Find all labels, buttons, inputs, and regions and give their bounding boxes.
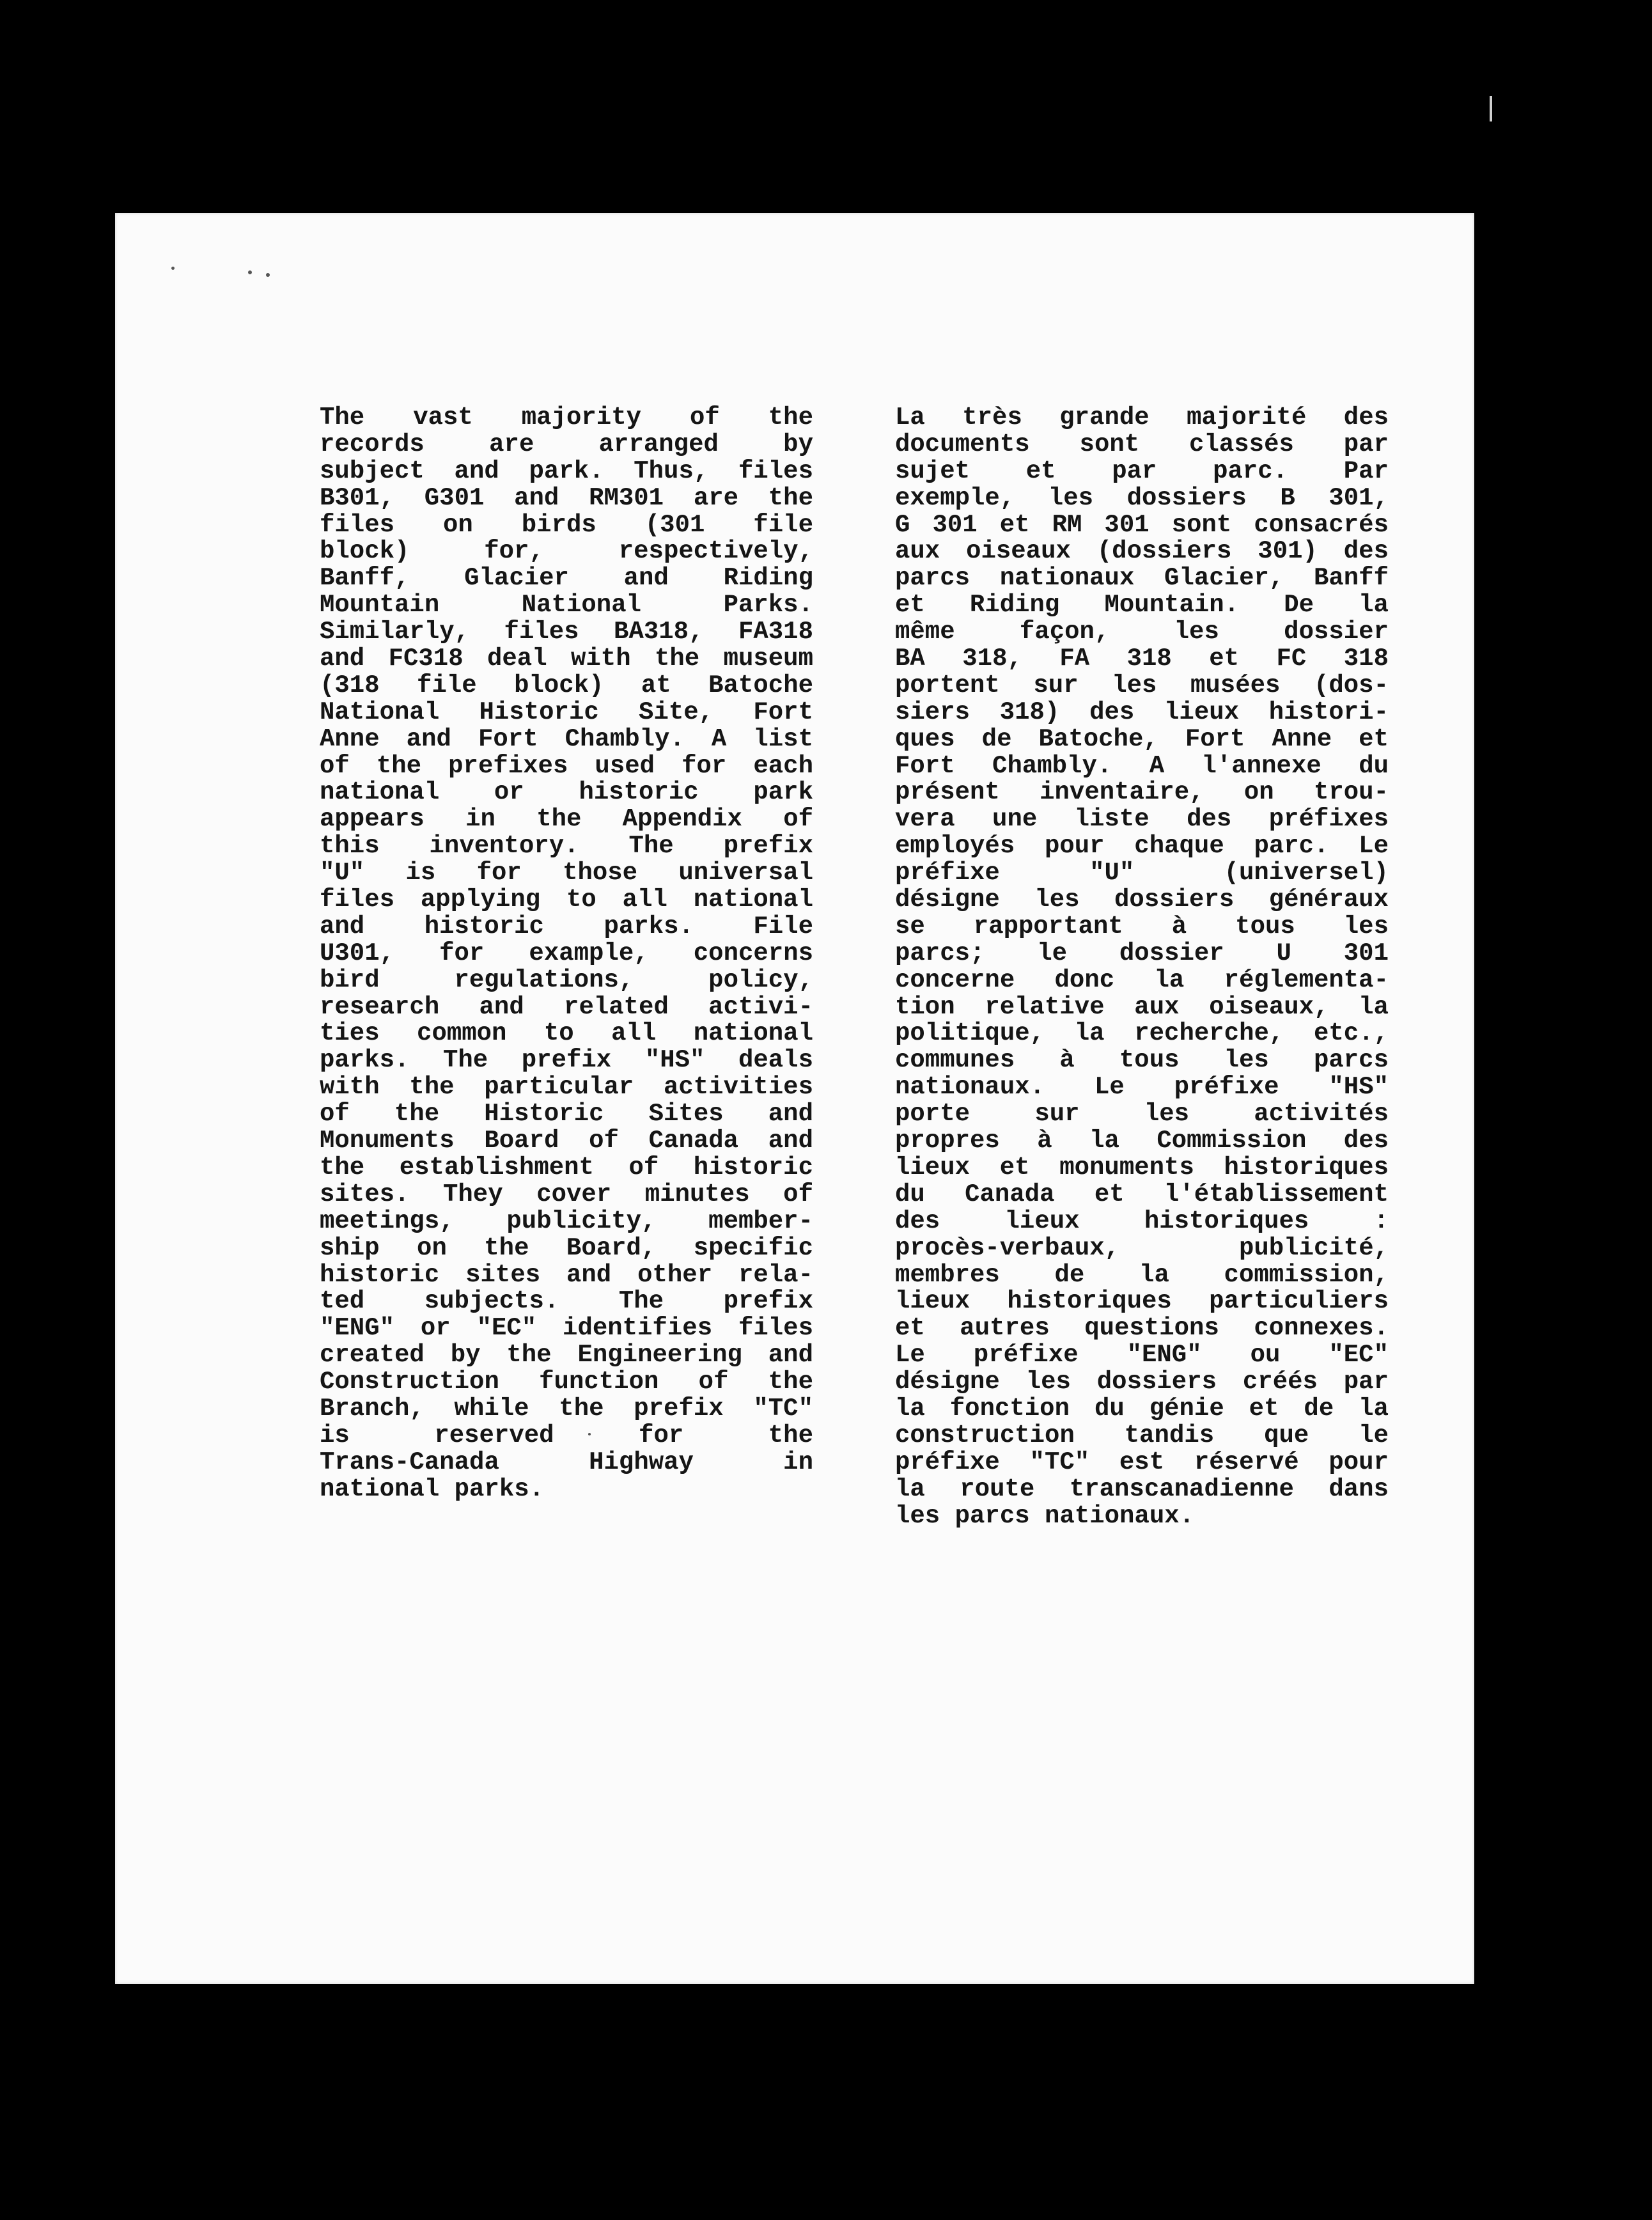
english-text-line: Anne and Fort Chambly. A list [320, 724, 813, 753]
french-text-line: concerne donc la réglementa- [895, 965, 1389, 994]
english-text-line: ship on the Board, specific [320, 1233, 813, 1262]
french-text-line: Le préfixe "ENG" ou "EC" [895, 1341, 1389, 1370]
french-text-line: nationaux. Le préfixe "HS" [895, 1073, 1389, 1102]
french-text-line: porte sur les activités [895, 1100, 1389, 1129]
english-text-line: National Historic Site, Fort [320, 698, 813, 726]
english-text-line: ted subjects. The prefix [320, 1287, 813, 1316]
french-text-line: siers 318) des lieux histori- [895, 698, 1389, 726]
french-text-line: lieux historiques particuliers [895, 1287, 1389, 1316]
english-text-line: files on birds (301 file [320, 510, 813, 539]
english-text-line: bird regulations, policy, [320, 965, 813, 994]
english-text-line: subject and park. Thus, files [320, 457, 813, 485]
french-text-line: employés pour chaque parc. Le [895, 832, 1389, 861]
french-text-line: même façon, les dossier [895, 618, 1389, 646]
french-text-line: préfixe "TC" est réservé pour [895, 1448, 1389, 1476]
french-text-line: se rapportant à tous les [895, 912, 1389, 941]
french-text-line: portent sur les musées (dos- [895, 671, 1389, 700]
french-text-line: et Riding Mountain. De la [895, 591, 1389, 620]
paper-sheet [115, 213, 1474, 1984]
english-text-line: Similarly, files BA318, FA318 [320, 618, 813, 646]
english-text-line: Branch, while the prefix "TC" [320, 1394, 813, 1423]
english-text-line: ties common to all national [320, 1019, 813, 1048]
french-text-line: exemple, les dossiers B 301, [895, 483, 1389, 512]
english-text-line: this inventory. The prefix [320, 832, 813, 861]
scan-edge-mark [1490, 96, 1492, 121]
french-text-line: G 301 et RM 301 sont consacrés [895, 510, 1389, 539]
english-text-line: B301, G301 and RM301 are the [320, 483, 813, 512]
english-text-line: appears in the Appendix of [320, 805, 813, 834]
english-text-line: records are arranged by [320, 430, 813, 458]
french-text-line: les parcs nationaux. [895, 1501, 1195, 1530]
french-text-line: sujet et par parc. Par [895, 457, 1389, 485]
english-text-line: Trans-Canada Highway in [320, 1448, 813, 1476]
french-text-line: construction tandis que le [895, 1421, 1389, 1450]
french-text-column [895, 405, 1389, 1529]
french-text-line: propres à la Commission des [895, 1127, 1389, 1155]
french-text-line: documents sont classés par [895, 430, 1389, 458]
french-text-line: membres de la commission, [895, 1260, 1389, 1289]
french-text-line: parcs nationaux Glacier, Banff [895, 564, 1389, 593]
french-text-line: la fonction du génie et de la [895, 1394, 1389, 1423]
french-text-line: et autres questions connexes. [895, 1314, 1389, 1343]
english-text-column [320, 405, 813, 1503]
french-text-line: des lieux historiques : [895, 1207, 1389, 1235]
english-text-line: and historic parks. File [320, 912, 813, 941]
english-text-line: "ENG" or "EC" identifies files [320, 1314, 813, 1343]
english-text-line: national or historic park [320, 778, 813, 807]
french-text-line: du Canada et l'établissement [895, 1180, 1389, 1208]
english-text-line: historic sites and other rela- [320, 1260, 813, 1289]
french-text-line: parcs; le dossier U 301 [895, 939, 1389, 967]
french-text-line: présent inventaire, on trou- [895, 778, 1389, 807]
english-text-line: the establishment of historic [320, 1153, 813, 1182]
french-text-line: ques de Batoche, Fort Anne et [895, 724, 1389, 753]
english-text-line: "U" is for those universal [320, 859, 813, 887]
french-text-line: BA 318, FA 318 et FC 318 [895, 645, 1389, 673]
french-text-line: désigne les dossiers créés par [895, 1368, 1389, 1396]
english-text-line: The vast majority of the [320, 403, 813, 432]
english-text-line: Mountain National Parks. [320, 591, 813, 620]
english-text-line: and FC318 deal with the museum [320, 645, 813, 673]
english-text-line: (318 file block) at Batoche [320, 671, 813, 700]
english-text-line: created by the Engineering and [320, 1341, 813, 1370]
french-text-line: lieux et monuments historiques [895, 1153, 1389, 1182]
english-text-line: block) for, respectively, [320, 537, 813, 566]
english-text-line: Banff, Glacier and Riding [320, 564, 813, 593]
french-text-line: la route transcanadienne dans [895, 1474, 1389, 1503]
english-text-line: sites. They cover minutes of [320, 1180, 813, 1208]
english-text-line: parks. The prefix "HS" deals [320, 1046, 813, 1075]
french-text-line: désigne les dossiers généraux [895, 886, 1389, 914]
english-text-line: Construction function of the [320, 1368, 813, 1396]
french-text-line: communes à tous les parcs [895, 1046, 1389, 1075]
english-text-line: national parks. [320, 1474, 545, 1503]
english-text-line: of the Historic Sites and [320, 1100, 813, 1129]
english-text-line: Monuments Board of Canada and [320, 1127, 813, 1155]
speck-mark [266, 273, 270, 277]
french-text-line: La très grande majorité des [895, 403, 1389, 432]
english-text-line: meetings, publicity, member- [320, 1207, 813, 1235]
french-text-line: tion relative aux oiseaux, la [895, 992, 1389, 1021]
french-text-line: préfixe "U" (universel) [895, 859, 1389, 887]
french-text-line: aux oiseaux (dossiers 301) des [895, 537, 1389, 566]
english-text-line: research and related activi- [320, 992, 813, 1021]
french-text-line: Fort Chambly. A l'annexe du [895, 751, 1389, 780]
french-text-line: procès-verbaux, publicité, [895, 1233, 1389, 1262]
speck-mark [248, 270, 252, 274]
english-text-line: is reserved for the [320, 1421, 813, 1450]
english-text-line: files applying to all national [320, 886, 813, 914]
english-text-line: U301, for example, concerns [320, 939, 813, 967]
english-text-line: with the particular activities [320, 1073, 813, 1102]
speck-mark [171, 267, 175, 270]
english-text-line: of the prefixes used for each [320, 751, 813, 780]
french-text-line: politique, la recherche, etc., [895, 1019, 1389, 1048]
french-text-line: vera une liste des préfixes [895, 805, 1389, 834]
